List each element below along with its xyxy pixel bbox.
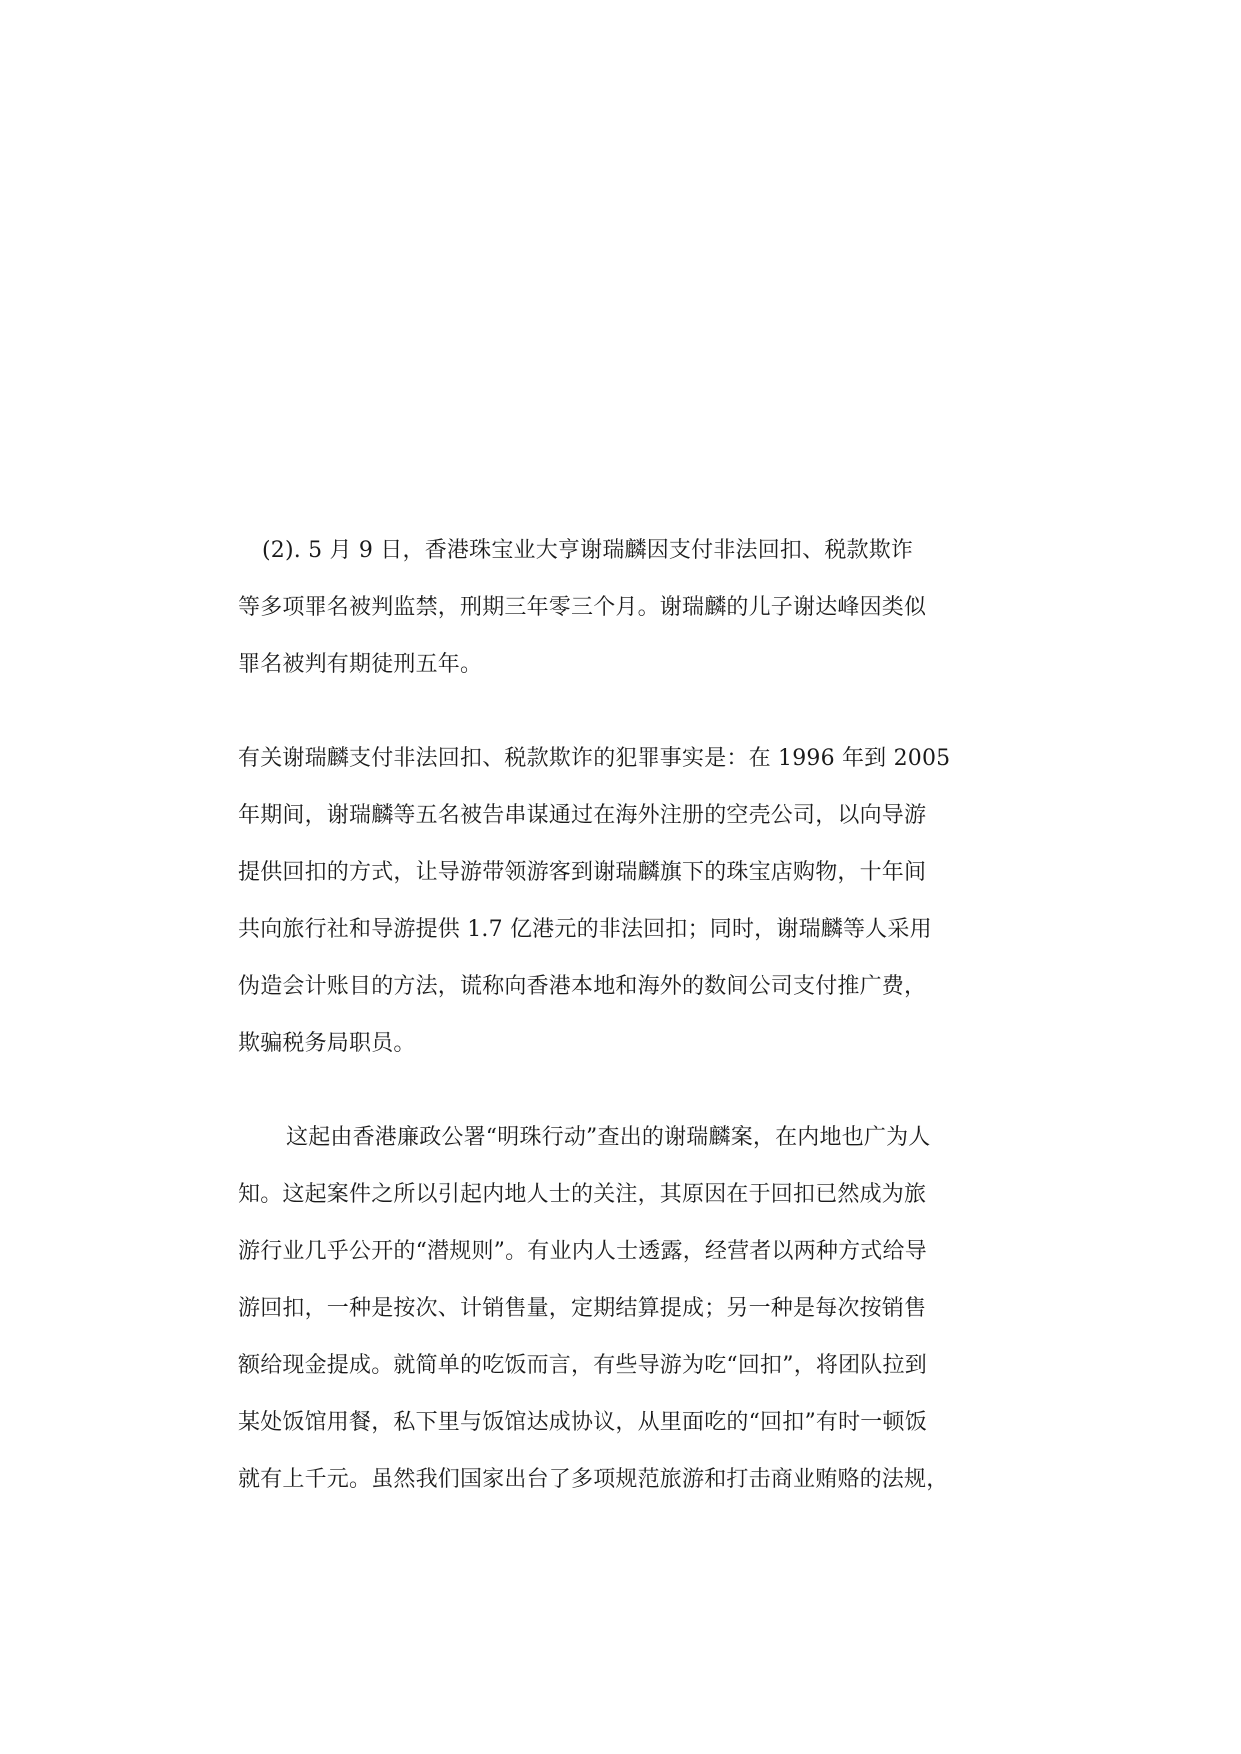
paragraph-3-line-6: 某处饭馆用餐，私下里与饭馆达成协议，从里面吃的“回扣”有时一顿饭 xyxy=(238,1410,927,1435)
paragraph-1-line-1: (2). 5 月 9 日，香港珠宝业大亨谢瑞麟因支付非法回扣、税款欺诈 xyxy=(262,538,914,563)
paragraph-2-line-1: 有关谢瑞麟支付非法回扣、税款欺诈的犯罪事实是：在 1996 年到 2005 xyxy=(238,746,951,771)
paragraph-1-line-2: 等多项罪名被判监禁，刑期三年零三个月。谢瑞麟的儿子谢达峰因类似 xyxy=(238,595,927,620)
paragraph-3-line-5: 额给现金提成。就简单的吃饭而言，有些导游为吃“回扣”，将团队拉到 xyxy=(238,1353,927,1378)
paragraph-1-line-3: 罪名被判有期徒刑五年。 xyxy=(238,652,483,677)
paragraph-3-line-1: 这起由香港廉政公署“明珠行动”查出的谢瑞麟案，在内地也广为人 xyxy=(286,1125,931,1150)
paragraph-2-line-6: 欺骗税务局职员。 xyxy=(238,1031,416,1056)
paragraph-2-line-3: 提供回扣的方式，让导游带领游客到谢瑞麟旗下的珠宝店购物，十年间 xyxy=(238,860,927,885)
paragraph-3-line-3: 游行业几乎公开的“潜规则”。有业内人士透露，经营者以两种方式给导 xyxy=(238,1239,927,1264)
paragraph-3-line-7: 就有上千元。虽然我们国家出台了多项规范旅游和打击商业贿赂的法规， xyxy=(238,1467,949,1492)
paragraph-2-line-2: 年期间，谢瑞麟等五名被告串谋通过在海外注册的空壳公司，以向导游 xyxy=(238,803,927,828)
paragraph-3-line-2: 知。这起案件之所以引起内地人士的关注，其原因在于回扣已然成为旅 xyxy=(238,1182,927,1207)
paragraph-3-line-4: 游回扣，一种是按次、计销售量，定期结算提成；另一种是每次按销售 xyxy=(238,1296,927,1321)
paragraph-2-line-4: 共向旅行社和导游提供 1.7 亿港元的非法回扣；同时，谢瑞麟等人采用 xyxy=(238,917,932,942)
paragraph-2-line-5: 伪造会计账目的方法，谎称向香港本地和海外的数间公司支付推广费， xyxy=(238,974,927,999)
